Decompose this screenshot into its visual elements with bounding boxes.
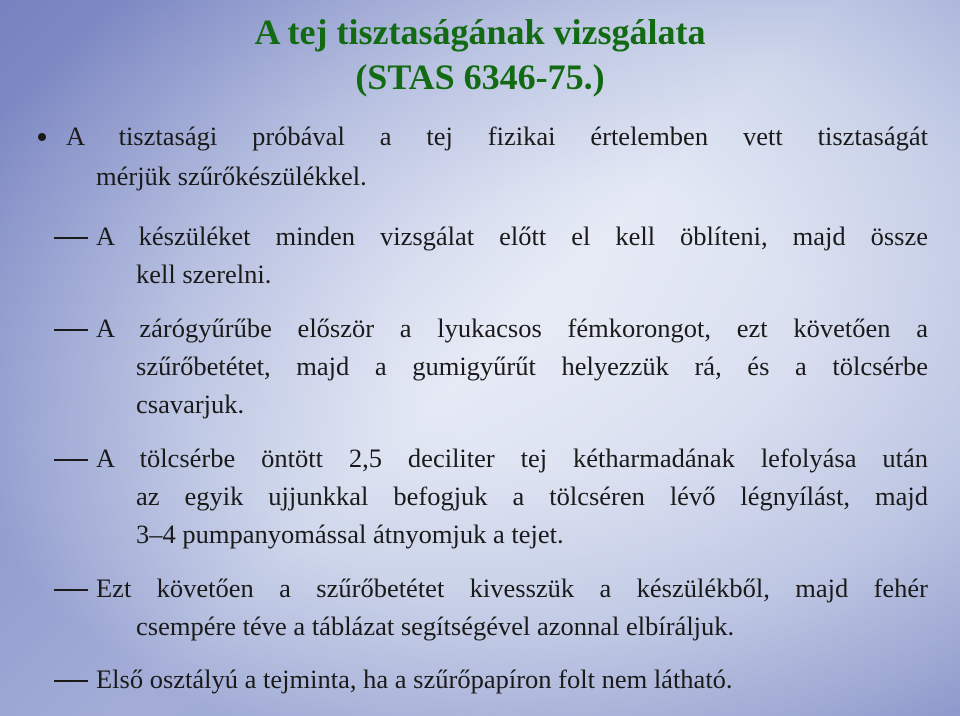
item-4-line-2: csempére téve a táblázat segítségével azonnal elbíráljuk. — [136, 611, 735, 641]
item-2-line-1: A zárógyűrűbe először a lyukacsos fémkorongot, ezt követően a — [96, 313, 928, 343]
item-3-line-2: az egyik ujjunkkal befogjuk a tölcséren lévő légnyílást, majd — [136, 481, 928, 511]
item-3-line-3: 3–4 pumpanyomással átnyomjuk a tejet. — [136, 519, 564, 549]
item-1-line-2: kell szerelni. — [136, 259, 272, 289]
item-2-line-2: szűrőbetétet, majd a gumigyűrűt helyezzük rá, és a tölcsérbe — [136, 351, 928, 381]
dash-marker — [54, 680, 88, 682]
bullet-text-line-1: A tisztasági próbával a tej fizikai értelemben vett tisztaságát — [66, 121, 928, 151]
item-3-line-1: A tölcsérbe öntött 2,5 deciliter tej kétharmadának lefolyása után — [96, 443, 928, 473]
bullet-text-line-2: mérjük szűrőkészülékkel. — [96, 161, 367, 191]
slide-title — [0, 10, 960, 100]
bullet-dot — [38, 133, 46, 141]
item-5-line-1: Első osztályú a tejminta, ha a szűrőpapíron folt nem látható. — [96, 664, 733, 694]
dash-marker — [54, 329, 88, 331]
dash-marker — [54, 459, 88, 461]
item-1-line-1: A készüléket minden vizsgálat előtt el kell öblíteni, majd össze — [96, 221, 928, 251]
dash-marker — [54, 589, 88, 591]
dash-marker — [54, 237, 88, 239]
slide-title-line-2: (STAS 6346-75.) — [355, 57, 605, 97]
item-4-line-1: Ezt követően a szűrőbetétet kivesszük a készülékből, majd fehér — [96, 573, 928, 603]
slide-title-line-1: A tej tisztaságának vizsgálata — [254, 12, 706, 52]
item-2-line-3: csavarjuk. — [136, 389, 245, 419]
